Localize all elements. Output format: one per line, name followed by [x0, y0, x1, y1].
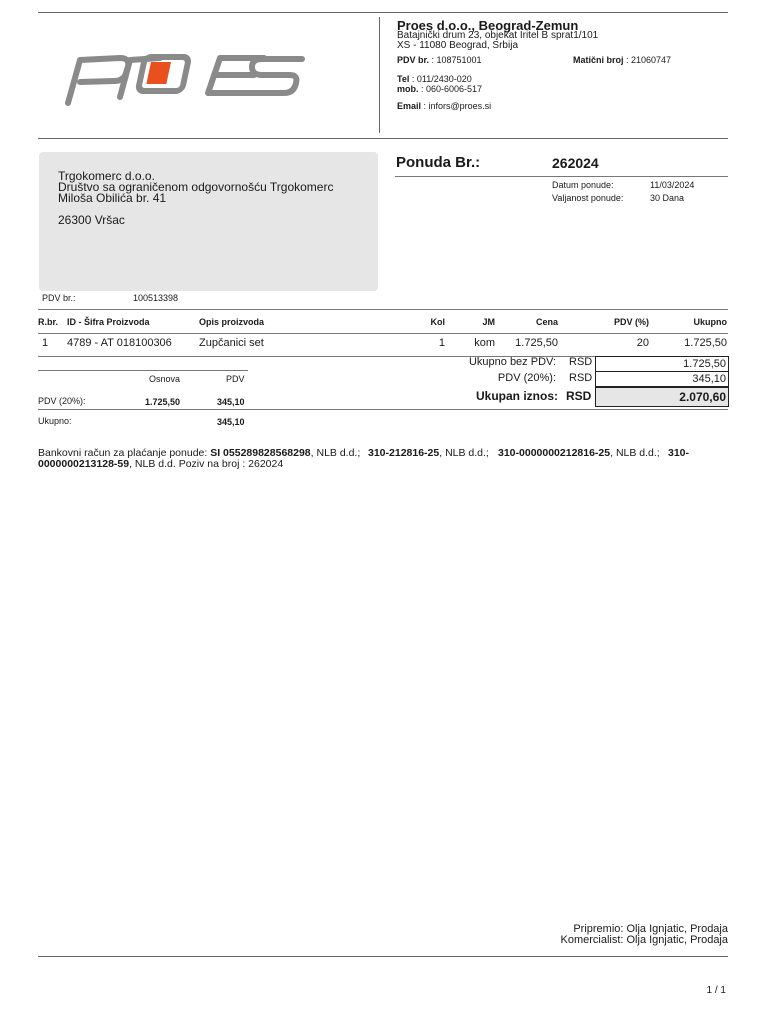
company-tel: Tel : 011/2430-020: [397, 74, 472, 84]
bank-info: [38, 448, 728, 470]
table-row-desc: Zupčanici set: [199, 337, 264, 349]
table-row-total: 1.725,50: [684, 337, 727, 349]
bank-account-4: 0000000213128-59: [38, 458, 130, 470]
header-separator: [379, 17, 380, 133]
bank-account-3-group: 310-0000000212816-25, NLB d.d.;: [498, 447, 660, 459]
table-header-rule: [38, 333, 728, 334]
client-street: Miloša Obilića br. 41: [58, 191, 167, 205]
tax-row1-label: PDV (20%):: [38, 396, 86, 406]
bank-info-line2: 0000000213128-59, NLB d.d. Poziv na broj : 262024: [38, 458, 284, 470]
company-address-line2: XS - 11080 Beograd, Srbija: [397, 40, 519, 51]
totals-vat-currency: RSD: [569, 372, 593, 384]
col-header-vat: PDV (%): [613, 317, 649, 327]
proes-logo-icon: [40, 15, 305, 132]
totals-net-value: 1.725,50: [595, 356, 729, 372]
table-top-rule: [38, 309, 728, 310]
footer-rule: [38, 956, 728, 957]
page-number: 1 / 1: [706, 985, 726, 996]
totals-net-label: Ukupno bez PDV:: [468, 356, 556, 368]
company-email: Email : infors@proes.si: [397, 101, 492, 111]
client-pdv-value: 100513398: [133, 293, 179, 303]
tax-header-osnova: Osnova: [149, 374, 181, 384]
totals-grand-label: Ukupan iznos:: [475, 389, 558, 403]
table-row-vat: 20: [636, 337, 649, 349]
totals-vat-value: 345,10: [595, 371, 729, 387]
bank-info-line1: Bankovni račun za plaćanje ponude: SI 055289828568298, NLB d.d.; 310-212816-25, NLB d.d.; 310-0000000212816-25, NLB d.d.; 310-: [38, 447, 690, 459]
tax-row2-pdv: 345,10: [217, 417, 245, 427]
col-header-total: Ukupno: [693, 317, 727, 327]
offer-validity-label: Valjanost ponude:: [552, 193, 624, 203]
tax-header-pdv: PDV: [226, 374, 245, 384]
company-address: [397, 31, 598, 51]
table-row-unit: kom: [474, 337, 495, 349]
company-logo: [40, 15, 305, 132]
offer-number: 262024: [552, 155, 599, 171]
offer-validity-value: 30 Dana: [650, 193, 685, 203]
totals-net-currency: RSD: [569, 356, 593, 368]
bank-account-4-prefix: 310-: [668, 447, 690, 459]
table-row-qty: 1: [438, 337, 445, 349]
bank-account-1: SI 055289828568298: [210, 447, 311, 459]
tax-top-rule: [38, 370, 248, 371]
tax-row1-pdv: 345,10: [217, 397, 245, 407]
col-header-id: ID - Šifra Proizvoda: [67, 317, 150, 327]
totals-grand-currency: RSD: [566, 389, 592, 403]
col-header-unit: JM: [482, 317, 495, 327]
col-header-rbr: R.br.: [38, 317, 59, 327]
top-rule: [38, 12, 728, 13]
header-rule: [38, 138, 728, 139]
company-pdv: PDV br. : 108751001: [397, 55, 482, 65]
totals-vat-label: PDV (20%):: [497, 372, 556, 384]
offer-date-value: 11/03/2024: [650, 180, 695, 190]
client-city: 26300 Vršac: [58, 213, 125, 227]
table-row-rbr: 1: [42, 337, 49, 349]
table-row-price: 1.725,50: [515, 337, 558, 349]
client-name: Trgokomerc d.o.o.: [58, 169, 155, 183]
client-full-name: Društvo sa ograničenom odgovornošću Trgokomerc: [58, 180, 334, 194]
totals-bottom-rule: [38, 409, 728, 410]
bank-account-3: 310-0000000212816-25: [498, 447, 611, 459]
bank-account-2: 310-212816-25: [368, 447, 440, 459]
footer-prepared: Pripremio: Olja Ignjatic, Prodaja: [573, 923, 728, 935]
footer-commercial: Komercialist: Olja Ignjatic, Prodaja: [560, 934, 728, 946]
tax-row2-label: Ukupno:: [38, 416, 72, 426]
col-header-qty: Kol: [430, 317, 445, 327]
offer-date-label: Datum ponude:: [552, 180, 614, 190]
totals-grand-value: 2.070,60: [595, 387, 729, 407]
offer-rule: [395, 176, 728, 177]
col-header-price: Cena: [535, 317, 558, 327]
company-mob: mob. : 060-6006-517: [397, 84, 483, 94]
col-header-desc: Opis proizvoda: [199, 317, 265, 327]
tax-row1-osnova: 1.725,50: [145, 397, 181, 407]
offer-title: Ponuda Br.:: [396, 154, 481, 171]
company-address-line1: Batajnički drum 23, objekat Iritel B sprat1/101: [397, 30, 599, 41]
table-row-id: 4789 - AT 018100306: [67, 337, 172, 349]
company-name: Proes d.o.o., Beograd-Zemun: [397, 18, 579, 33]
bank-account-2-group: 310-212816-25, NLB d.d.;: [368, 447, 489, 459]
client-pdv-label: PDV br.:: [42, 293, 76, 303]
company-maticni-broj: Matični broj : 21060747: [573, 55, 672, 65]
